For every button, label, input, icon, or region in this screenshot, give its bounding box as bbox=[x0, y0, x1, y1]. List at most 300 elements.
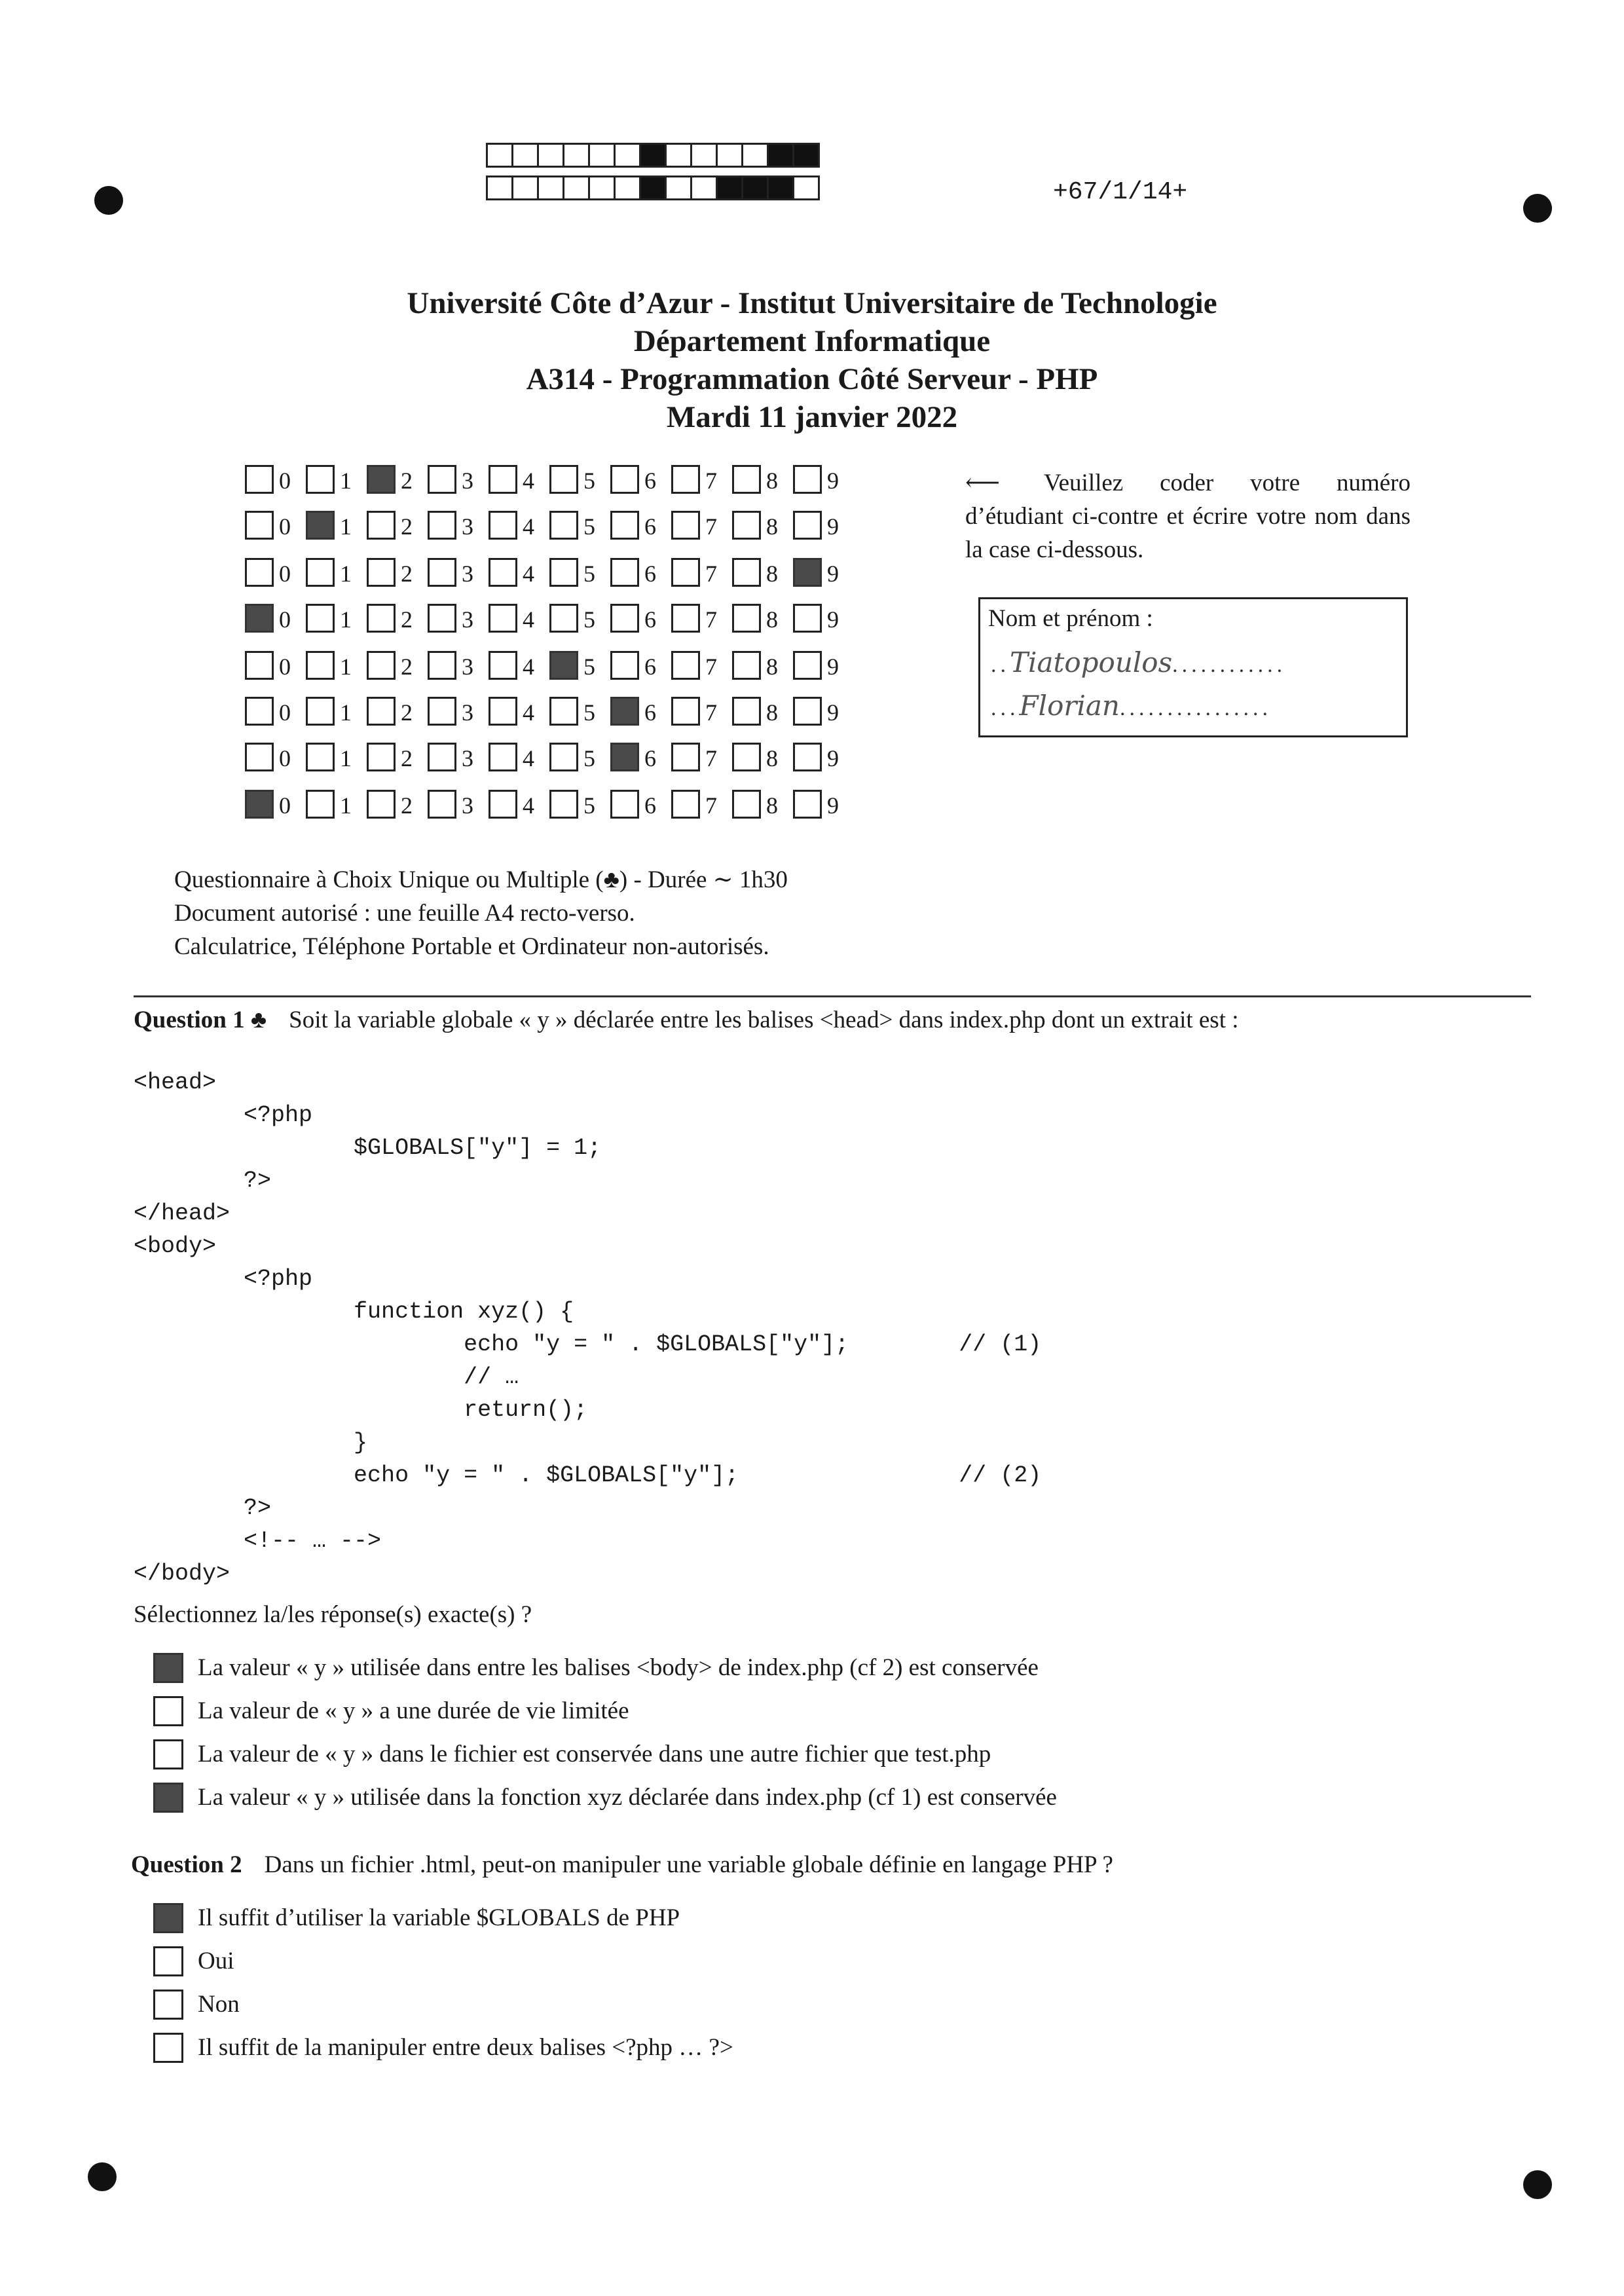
digit-option[interactable] bbox=[732, 697, 791, 727]
digit-label: 3 bbox=[462, 606, 473, 633]
handwritten-first-name: Florian bbox=[1019, 690, 1120, 722]
digit-option[interactable] bbox=[489, 465, 547, 495]
barcode-cell bbox=[614, 143, 641, 168]
digit-option[interactable] bbox=[489, 604, 547, 634]
digit-label: 8 bbox=[766, 561, 778, 587]
page-id: +67/1/14+ bbox=[1053, 178, 1188, 206]
digit-option[interactable] bbox=[549, 465, 608, 495]
digit-option[interactable] bbox=[489, 790, 547, 820]
digit-checkbox[interactable] bbox=[489, 465, 517, 494]
digit-checkbox[interactable] bbox=[671, 465, 700, 494]
digit-option[interactable] bbox=[245, 651, 304, 681]
digit-checkbox[interactable] bbox=[793, 743, 822, 771]
digit-checkbox[interactable] bbox=[610, 465, 639, 494]
digit-option[interactable] bbox=[671, 465, 730, 495]
digit-option[interactable] bbox=[549, 511, 608, 541]
digit-checkbox[interactable] bbox=[367, 697, 396, 726]
digit-checkbox[interactable] bbox=[671, 743, 700, 771]
digit-option[interactable] bbox=[367, 465, 426, 495]
digit-option[interactable] bbox=[610, 511, 669, 541]
registration-mark-bottom-left bbox=[88, 2162, 117, 2191]
question-2-text: Dans un fichier .html, peut-on manipuler une variable globale définie en langage PHP ? bbox=[264, 1851, 1113, 1878]
digit-checkbox[interactable] bbox=[549, 465, 578, 494]
digit-checkbox[interactable] bbox=[245, 790, 274, 819]
digit-option[interactable] bbox=[428, 511, 487, 541]
digit-checkbox[interactable] bbox=[367, 465, 396, 494]
registration-mark-bottom-right bbox=[1523, 2170, 1552, 2199]
digit-option[interactable] bbox=[671, 743, 730, 773]
digit-checkbox[interactable] bbox=[732, 651, 761, 680]
digit-option[interactable] bbox=[732, 790, 791, 820]
digit-checkbox[interactable] bbox=[367, 558, 396, 587]
digit-label: 4 bbox=[523, 468, 534, 494]
digit-checkbox[interactable] bbox=[428, 651, 456, 680]
digit-option[interactable] bbox=[428, 697, 487, 727]
digit-option[interactable] bbox=[549, 697, 608, 727]
answer-text: Non bbox=[198, 1991, 240, 2018]
barcode-cell bbox=[511, 143, 539, 168]
digit-label: 5 bbox=[583, 513, 595, 540]
digit-label: 5 bbox=[583, 606, 595, 633]
digit-checkbox[interactable] bbox=[306, 697, 335, 726]
barcode-cell bbox=[741, 176, 769, 200]
digit-checkbox[interactable] bbox=[671, 604, 700, 633]
digit-checkbox[interactable] bbox=[671, 558, 700, 587]
rules-line-2: Document autorisé : une feuille A4 recto-verso. bbox=[174, 900, 635, 927]
digit-option[interactable] bbox=[610, 651, 669, 681]
digit-checkbox[interactable] bbox=[793, 790, 822, 819]
digit-checkbox[interactable] bbox=[489, 558, 517, 587]
digit-label: 4 bbox=[523, 561, 534, 587]
digit-checkbox[interactable] bbox=[245, 743, 274, 771]
header-university: Université Côte d’Azur - Institut Universitaire de Technologie bbox=[407, 286, 1217, 320]
digit-checkbox[interactable] bbox=[793, 651, 822, 680]
digit-option[interactable] bbox=[367, 697, 426, 727]
digit-label: 9 bbox=[827, 606, 839, 633]
digit-option[interactable] bbox=[793, 697, 852, 727]
digit-checkbox[interactable] bbox=[306, 790, 335, 819]
digit-option[interactable] bbox=[245, 790, 304, 820]
name-line-1-dots-before: .. bbox=[991, 653, 1010, 677]
digit-checkbox[interactable] bbox=[793, 604, 822, 633]
digit-option[interactable] bbox=[245, 743, 304, 773]
digit-option[interactable] bbox=[732, 651, 791, 681]
digit-checkbox[interactable] bbox=[732, 511, 761, 540]
digit-option[interactable] bbox=[793, 465, 852, 495]
digit-label: 2 bbox=[401, 561, 413, 587]
digit-label: 4 bbox=[523, 792, 534, 819]
digit-checkbox[interactable] bbox=[610, 604, 639, 633]
digit-option[interactable] bbox=[671, 790, 730, 820]
digit-checkbox[interactable] bbox=[367, 743, 396, 771]
digit-label: 6 bbox=[644, 468, 656, 494]
digit-label: 5 bbox=[583, 792, 595, 819]
barcode-cell bbox=[767, 143, 794, 168]
question-1-title bbox=[134, 1006, 1239, 1034]
digit-label: 4 bbox=[523, 606, 534, 633]
digit-label: 6 bbox=[644, 792, 656, 819]
digit-option[interactable] bbox=[549, 604, 608, 634]
digit-checkbox[interactable] bbox=[306, 604, 335, 633]
digit-checkbox[interactable] bbox=[671, 511, 700, 540]
registration-mark-top-left bbox=[94, 186, 123, 215]
digit-checkbox[interactable] bbox=[549, 697, 578, 726]
digit-option[interactable] bbox=[549, 558, 608, 588]
digit-option[interactable] bbox=[306, 790, 365, 820]
digit-label: 6 bbox=[644, 745, 656, 771]
digit-option[interactable] bbox=[428, 651, 487, 681]
digit-label: 2 bbox=[401, 468, 413, 494]
digit-checkbox[interactable] bbox=[306, 651, 335, 680]
digit-label: 2 bbox=[401, 654, 413, 680]
digit-option[interactable] bbox=[610, 465, 669, 495]
digit-option[interactable] bbox=[549, 790, 608, 820]
name-line-1 bbox=[991, 646, 1286, 678]
digit-label: 9 bbox=[827, 699, 839, 726]
answer-text: Il suffit de la manipuler entre deux balises <?php … ?> bbox=[198, 2034, 733, 2061]
digit-label: 8 bbox=[766, 792, 778, 819]
question-1-label: Question 1 ♣ bbox=[134, 1007, 267, 1033]
digit-label: 5 bbox=[583, 468, 595, 494]
digit-option[interactable] bbox=[245, 558, 304, 588]
digit-option[interactable] bbox=[306, 511, 365, 541]
barcode-cell bbox=[665, 176, 692, 200]
digit-checkbox[interactable] bbox=[428, 511, 456, 540]
answer-checkbox[interactable] bbox=[153, 1903, 183, 1933]
digit-checkbox[interactable] bbox=[610, 697, 639, 726]
digit-option[interactable] bbox=[549, 743, 608, 773]
name-line-1-dots-after: ............ bbox=[1172, 653, 1287, 677]
answer-checkbox[interactable] bbox=[153, 1946, 183, 1976]
barcode-cell bbox=[537, 143, 564, 168]
digit-checkbox[interactable] bbox=[245, 697, 274, 726]
digit-checkbox[interactable] bbox=[671, 790, 700, 819]
digit-option[interactable] bbox=[245, 697, 304, 727]
digit-label: 2 bbox=[401, 792, 413, 819]
digit-checkbox[interactable] bbox=[610, 743, 639, 771]
digit-label: 5 bbox=[583, 699, 595, 726]
answer-text: La valeur de « y » dans le fichier est conservée dans une autre fichier que test.php bbox=[198, 1741, 991, 1768]
barcode-cell bbox=[614, 176, 641, 200]
question-1-code: <head> <?php $GLOBALS["y"] = 1; ?> </head> <body> <?php function xyz() { echo "y = " . $GLOBALS["y"]; // (1) // … return(); } echo "y = " . $GLOBALS["y"]; // (2) ?> <!-- … --> </body> bbox=[134, 1069, 1042, 1587]
digit-checkbox[interactable] bbox=[489, 697, 517, 726]
divider bbox=[134, 995, 1531, 997]
digit-option[interactable] bbox=[732, 743, 791, 773]
handwritten-last-name: Tiatopoulos bbox=[1010, 646, 1173, 678]
digit-option[interactable] bbox=[367, 511, 426, 541]
digit-checkbox[interactable] bbox=[428, 697, 456, 726]
digit-label: 2 bbox=[401, 745, 413, 771]
answer-checkbox[interactable] bbox=[153, 1653, 183, 1683]
digit-checkbox[interactable] bbox=[610, 558, 639, 587]
barcode-cell bbox=[486, 176, 513, 200]
digit-checkbox[interactable] bbox=[549, 558, 578, 587]
digit-checkbox[interactable] bbox=[732, 790, 761, 819]
digit-label: 4 bbox=[523, 745, 534, 771]
question-1-text: Soit la variable globale « y » déclarée entre les balises <head> dans index.php dont un extrait est : bbox=[289, 1007, 1239, 1033]
digit-option[interactable] bbox=[367, 790, 426, 820]
digit-option[interactable] bbox=[671, 511, 730, 541]
digit-label: 7 bbox=[705, 699, 717, 726]
digit-label: 8 bbox=[766, 468, 778, 494]
digit-option[interactable] bbox=[428, 790, 487, 820]
barcode-cell bbox=[563, 176, 590, 200]
digit-option[interactable] bbox=[245, 511, 304, 541]
digit-option[interactable] bbox=[793, 604, 852, 634]
digit-label: 6 bbox=[644, 654, 656, 680]
digit-option[interactable] bbox=[306, 697, 365, 727]
digit-checkbox[interactable] bbox=[610, 651, 639, 680]
digit-checkbox[interactable] bbox=[610, 511, 639, 540]
digit-option[interactable] bbox=[732, 604, 791, 634]
digit-option[interactable] bbox=[306, 465, 365, 495]
digit-label: 3 bbox=[462, 513, 473, 540]
answer-text: La valeur « y » utilisée dans entre les balises <body> de index.php (cf 2) est conservée bbox=[198, 1654, 1039, 1681]
digit-option[interactable] bbox=[610, 790, 669, 820]
digit-label: 1 bbox=[340, 468, 352, 494]
digit-label: 9 bbox=[827, 792, 839, 819]
answer-checkbox[interactable] bbox=[153, 1696, 183, 1726]
digit-checkbox[interactable] bbox=[306, 511, 335, 540]
registration-mark-top-right bbox=[1523, 194, 1552, 223]
digit-checkbox[interactable] bbox=[671, 651, 700, 680]
digit-option[interactable] bbox=[245, 604, 304, 634]
digit-label: 0 bbox=[279, 699, 291, 726]
digit-option[interactable] bbox=[489, 743, 547, 773]
barcode-cell bbox=[716, 176, 743, 200]
digit-label: 3 bbox=[462, 699, 473, 726]
digit-label: 3 bbox=[462, 561, 473, 587]
digit-checkbox[interactable] bbox=[549, 511, 578, 540]
digit-option[interactable] bbox=[306, 651, 365, 681]
digit-option[interactable] bbox=[428, 558, 487, 588]
digit-label: 8 bbox=[766, 513, 778, 540]
digit-option[interactable] bbox=[671, 558, 730, 588]
digit-checkbox[interactable] bbox=[306, 558, 335, 587]
digit-label: 0 bbox=[279, 561, 291, 587]
digit-checkbox[interactable] bbox=[489, 743, 517, 771]
digit-label: 7 bbox=[705, 561, 717, 587]
digit-checkbox[interactable] bbox=[549, 790, 578, 819]
digit-label: 3 bbox=[462, 745, 473, 771]
name-line-2-dots-before: ... bbox=[991, 696, 1020, 720]
digit-option[interactable] bbox=[367, 651, 426, 681]
digit-option[interactable] bbox=[549, 651, 608, 681]
digit-option[interactable] bbox=[610, 697, 669, 727]
digit-option[interactable] bbox=[610, 743, 669, 773]
digit-label: 1 bbox=[340, 606, 352, 633]
header-department: Département Informatique bbox=[633, 324, 991, 358]
exam-rules bbox=[174, 863, 788, 963]
name-line-2-dots-after: ................ bbox=[1119, 696, 1272, 720]
answer-text: La valeur « y » utilisée dans la fonction xyz déclarée dans index.php (cf 1) est conservée bbox=[198, 1784, 1057, 1811]
digit-label: 6 bbox=[644, 513, 656, 540]
answer-text: Il suffit d’utiliser la variable $GLOBALS de PHP bbox=[198, 1904, 680, 1931]
digit-checkbox[interactable] bbox=[306, 743, 335, 771]
barcode-cell bbox=[792, 176, 820, 200]
digit-option[interactable] bbox=[671, 604, 730, 634]
digit-label: 7 bbox=[705, 606, 717, 633]
digit-checkbox[interactable] bbox=[367, 790, 396, 819]
digit-option[interactable] bbox=[489, 558, 547, 588]
digit-checkbox[interactable] bbox=[367, 604, 396, 633]
digit-checkbox[interactable] bbox=[549, 743, 578, 771]
barcode-cell bbox=[511, 176, 539, 200]
digit-label: 4 bbox=[523, 654, 534, 680]
digit-checkbox[interactable] bbox=[489, 604, 517, 633]
name-line-2 bbox=[991, 690, 1272, 722]
digit-checkbox[interactable] bbox=[732, 558, 761, 587]
header-course: A314 - Programmation Côté Serveur - PHP bbox=[526, 362, 1098, 396]
digit-option[interactable] bbox=[367, 743, 426, 773]
digit-checkbox[interactable] bbox=[245, 558, 274, 587]
digit-label: 3 bbox=[462, 468, 473, 494]
digit-checkbox[interactable] bbox=[245, 511, 274, 540]
digit-option[interactable] bbox=[306, 604, 365, 634]
digit-label: 7 bbox=[705, 792, 717, 819]
digit-label: 8 bbox=[766, 745, 778, 771]
barcode-cell bbox=[639, 143, 667, 168]
digit-option[interactable] bbox=[671, 651, 730, 681]
digit-label: 1 bbox=[340, 792, 352, 819]
digit-label: 8 bbox=[766, 699, 778, 726]
digit-checkbox[interactable] bbox=[367, 511, 396, 540]
rules-line-1: Questionnaire à Choix Unique ou Multiple (♣) - Durée ∼ 1h30 bbox=[174, 866, 788, 893]
digit-option[interactable] bbox=[428, 743, 487, 773]
digit-option[interactable] bbox=[489, 697, 547, 727]
question-2-label: Question 2 bbox=[131, 1851, 242, 1878]
barcode-cell bbox=[792, 143, 820, 168]
digit-option[interactable] bbox=[245, 465, 304, 495]
barcode-cell bbox=[690, 176, 718, 200]
name-box[interactable] bbox=[978, 597, 1408, 737]
digit-option[interactable] bbox=[610, 558, 669, 588]
digit-label: 7 bbox=[705, 654, 717, 680]
digit-checkbox[interactable] bbox=[489, 790, 517, 819]
header-date: Mardi 11 janvier 2022 bbox=[666, 400, 958, 434]
digit-label: 3 bbox=[462, 792, 473, 819]
digit-option[interactable] bbox=[732, 511, 791, 541]
digit-option[interactable] bbox=[489, 511, 547, 541]
answer-checkbox[interactable] bbox=[153, 1990, 183, 2020]
digit-checkbox[interactable] bbox=[732, 697, 761, 726]
digit-checkbox[interactable] bbox=[610, 790, 639, 819]
digit-label: 9 bbox=[827, 513, 839, 540]
digit-option[interactable] bbox=[732, 558, 791, 588]
digit-label: 5 bbox=[583, 561, 595, 587]
digit-option[interactable] bbox=[489, 651, 547, 681]
digit-label: 4 bbox=[523, 699, 534, 726]
answer-checkbox[interactable] bbox=[153, 1783, 183, 1813]
digit-checkbox[interactable] bbox=[428, 604, 456, 633]
digit-label: 2 bbox=[401, 699, 413, 726]
digit-label: 9 bbox=[827, 561, 839, 587]
digit-option[interactable] bbox=[671, 697, 730, 727]
digit-checkbox[interactable] bbox=[489, 651, 517, 680]
rules-line-3: Calculatrice, Téléphone Portable et Ordinateur non-autorisés. bbox=[174, 933, 769, 960]
digit-label: 1 bbox=[340, 745, 352, 771]
barcode-cell bbox=[690, 143, 718, 168]
digit-label: 3 bbox=[462, 654, 473, 680]
digit-label: 8 bbox=[766, 606, 778, 633]
question-2-title bbox=[131, 1851, 1113, 1879]
digit-checkbox[interactable] bbox=[367, 651, 396, 680]
answer-checkbox[interactable] bbox=[153, 1739, 183, 1769]
digit-label: 6 bbox=[644, 606, 656, 633]
digit-label: 1 bbox=[340, 654, 352, 680]
digit-checkbox[interactable] bbox=[793, 697, 822, 726]
digit-option[interactable] bbox=[793, 651, 852, 681]
digit-option[interactable] bbox=[793, 558, 852, 588]
digit-checkbox[interactable] bbox=[732, 465, 761, 494]
left-arrow-icon: ⟵ bbox=[965, 470, 1001, 496]
digit-checkbox[interactable] bbox=[428, 790, 456, 819]
digit-option[interactable] bbox=[610, 604, 669, 634]
digit-option[interactable] bbox=[793, 790, 852, 820]
digit-checkbox[interactable] bbox=[428, 743, 456, 771]
digit-label: 6 bbox=[644, 561, 656, 587]
answer-text: La valeur de « y » a une durée de vie limitée bbox=[198, 1697, 629, 1724]
answer-checkbox[interactable] bbox=[153, 2033, 183, 2063]
barcode-cell bbox=[563, 143, 590, 168]
digit-checkbox[interactable] bbox=[671, 697, 700, 726]
digit-option[interactable] bbox=[793, 511, 852, 541]
digit-label: 9 bbox=[827, 468, 839, 494]
digit-checkbox[interactable] bbox=[428, 465, 456, 494]
digit-label: 0 bbox=[279, 513, 291, 540]
digit-label: 4 bbox=[523, 513, 534, 540]
barcode-cell bbox=[665, 143, 692, 168]
digit-checkbox[interactable] bbox=[549, 604, 578, 633]
digit-label: 8 bbox=[766, 654, 778, 680]
digit-option[interactable] bbox=[306, 558, 365, 588]
digit-option[interactable] bbox=[306, 743, 365, 773]
digit-label: 1 bbox=[340, 561, 352, 587]
barcode-cell bbox=[537, 176, 564, 200]
digit-label: 5 bbox=[583, 654, 595, 680]
digit-checkbox[interactable] bbox=[732, 604, 761, 633]
digit-label: 7 bbox=[705, 745, 717, 771]
digit-option[interactable] bbox=[793, 743, 852, 773]
digit-option[interactable] bbox=[367, 604, 426, 634]
barcode-cell bbox=[716, 143, 743, 168]
digit-label: 0 bbox=[279, 654, 291, 680]
digit-checkbox[interactable] bbox=[489, 511, 517, 540]
digit-checkbox[interactable] bbox=[793, 465, 822, 494]
digit-option[interactable] bbox=[367, 558, 426, 588]
barcode-cell bbox=[639, 176, 667, 200]
digit-label: 6 bbox=[644, 699, 656, 726]
digit-option[interactable] bbox=[428, 465, 487, 495]
digit-label: 0 bbox=[279, 468, 291, 494]
digit-checkbox[interactable] bbox=[245, 465, 274, 494]
instructions bbox=[965, 466, 1411, 566]
digit-option[interactable] bbox=[428, 604, 487, 634]
barcode-cell bbox=[486, 143, 513, 168]
digit-checkbox[interactable] bbox=[245, 651, 274, 680]
digit-label: 1 bbox=[340, 699, 352, 726]
digit-option[interactable] bbox=[732, 465, 791, 495]
digit-checkbox[interactable] bbox=[549, 651, 578, 680]
digit-label: 7 bbox=[705, 468, 717, 494]
digit-checkbox[interactable] bbox=[793, 511, 822, 540]
digit-checkbox[interactable] bbox=[428, 558, 456, 587]
digit-checkbox[interactable] bbox=[793, 558, 822, 587]
barcode-cell bbox=[588, 176, 616, 200]
digit-checkbox[interactable] bbox=[245, 604, 274, 633]
digit-checkbox[interactable] bbox=[306, 465, 335, 494]
digit-checkbox[interactable] bbox=[732, 743, 761, 771]
